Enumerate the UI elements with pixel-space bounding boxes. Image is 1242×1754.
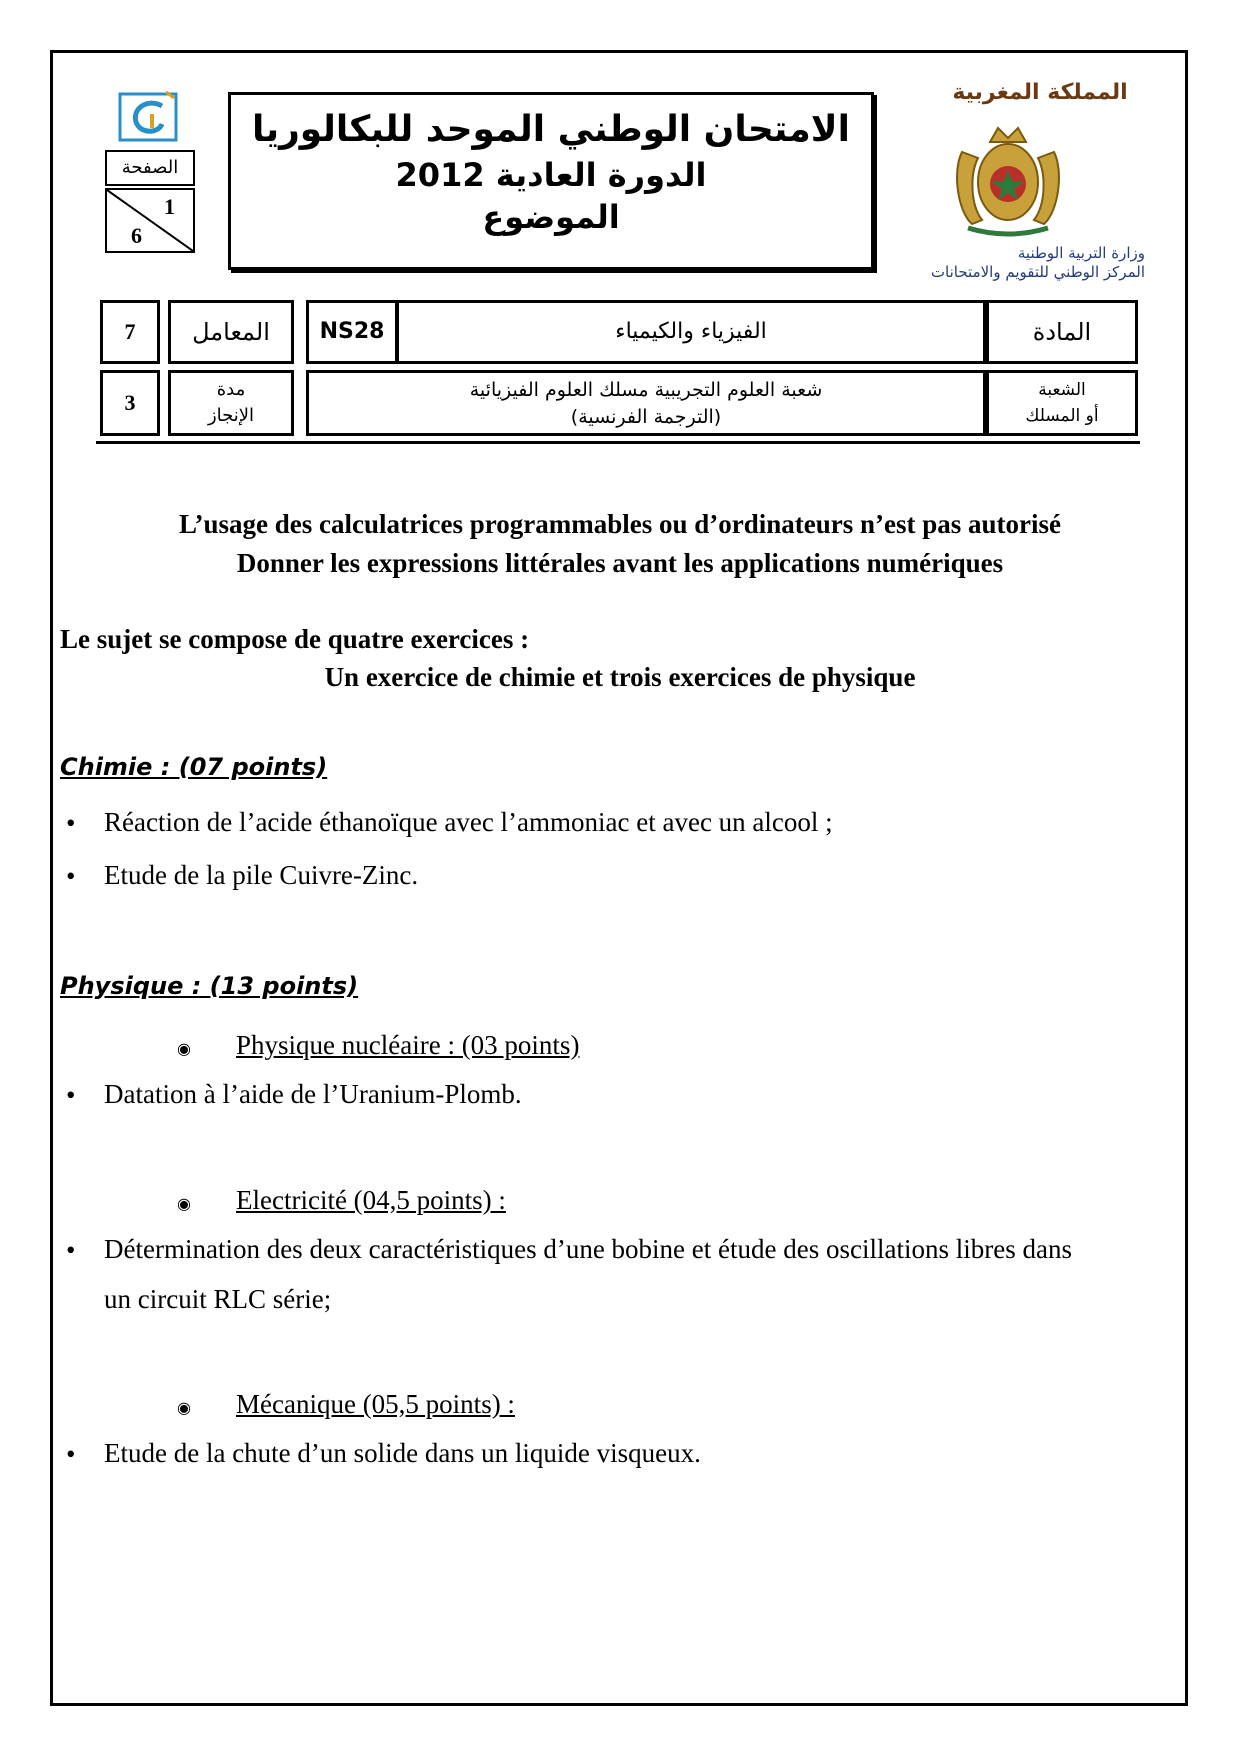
branch-label [986, 370, 1138, 436]
bullet-icon: • [66, 1235, 76, 1265]
page-label: الصفحة [105, 150, 195, 186]
exam-title-box [228, 92, 874, 270]
coefficient-value: 7 [100, 300, 160, 364]
kingdom-label: المملكة المغربية [952, 80, 1128, 105]
electricity-item-line2: un circuit RLC série; [104, 1284, 332, 1314]
assessment-center-name: المركز الوطني للتقويم والامتحانات [930, 263, 1145, 281]
duration-value: 3 [100, 370, 160, 436]
bullet-icon: • [66, 1439, 76, 1469]
nuclear-item: Datation à l’aide de l’Uranium-Plomb. [104, 1079, 522, 1109]
sub-bullet-icon: ◉ [177, 1400, 191, 1417]
chemistry-title: Chimie : (07 points) [60, 753, 328, 781]
physics-title: Physique : (13 points) [60, 972, 359, 1000]
exam-title: الامتحان الوطني الموحد للبكالوريا [252, 109, 850, 150]
electricity-item-line1: Détermination des deux caractéristiques d’une bobine et étude des oscillations libres dans [104, 1234, 1072, 1264]
branch-label-line2: أو المسلك [1025, 406, 1099, 426]
exam-center-logo-icon [118, 88, 182, 144]
intro-line: Le sujet se compose de quatre exercices : [60, 624, 530, 654]
chemistry-item-1: Réaction de l’acide éthanoïque avec l’ammoniac et avec un alcool ; [104, 807, 833, 837]
electricity-heading: Electricité (04,5 points) : [236, 1185, 506, 1215]
duration-label-line1: مدة [216, 379, 246, 400]
duration-label [168, 370, 294, 436]
ministry-label [895, 244, 1145, 282]
electricity-item [104, 1224, 1179, 1324]
page-number: 1 [164, 194, 175, 219]
mechanics-heading: Mécanique (05,5 points) : [236, 1389, 515, 1419]
sub-bullet-icon: ◉ [177, 1196, 191, 1213]
mechanics-item: Etude de la chute d’un solide dans un liquide visqueux. [104, 1438, 701, 1468]
bullet-icon: • [66, 808, 76, 838]
chemistry-item-2: Etude de la pile Cuivre-Zinc. [104, 860, 419, 890]
bullet-icon: • [66, 1080, 76, 1110]
branch-label-line1: الشعبة [1038, 380, 1086, 400]
intro-detail: Un exercice de chimie et trois exercices de physique [324, 662, 916, 692]
exam-code: NS28 [306, 300, 398, 364]
branch-value [306, 370, 986, 436]
exam-session: الدورة العادية 2012 [395, 156, 707, 194]
subject-label: المادة [986, 300, 1138, 364]
coefficient-label: المعامل [168, 300, 294, 364]
expressions-notice: Donner les expressions littérales avant les applications numériques [236, 548, 1004, 578]
duration-label-line2: الإنجاز [207, 405, 255, 426]
branch-value-line2: (الترجمة الفرنسية) [570, 406, 722, 428]
exam-subject-heading: الموضوع [482, 198, 620, 236]
sub-bullet-icon: ◉ [177, 1041, 191, 1058]
subject-value: الفيزياء والكيمياء [396, 300, 986, 364]
branch-value-line1: شعبة العلوم التجريبية مسلك العلوم الفيزيائية [469, 379, 823, 401]
calculator-notice: L’usage des calculatrices programmables ou d’ordinateurs n’est pas autorisé [179, 509, 1061, 539]
header-divider [96, 441, 1140, 444]
page-total: 6 [131, 223, 142, 248]
ministry-name: وزارة التربية الوطنية [1017, 244, 1145, 262]
coat-of-arms-icon [948, 112, 1068, 240]
nuclear-heading: Physique nucléaire : (03 points) [236, 1030, 580, 1060]
bullet-icon: • [66, 861, 76, 891]
page-counter [105, 188, 195, 253]
